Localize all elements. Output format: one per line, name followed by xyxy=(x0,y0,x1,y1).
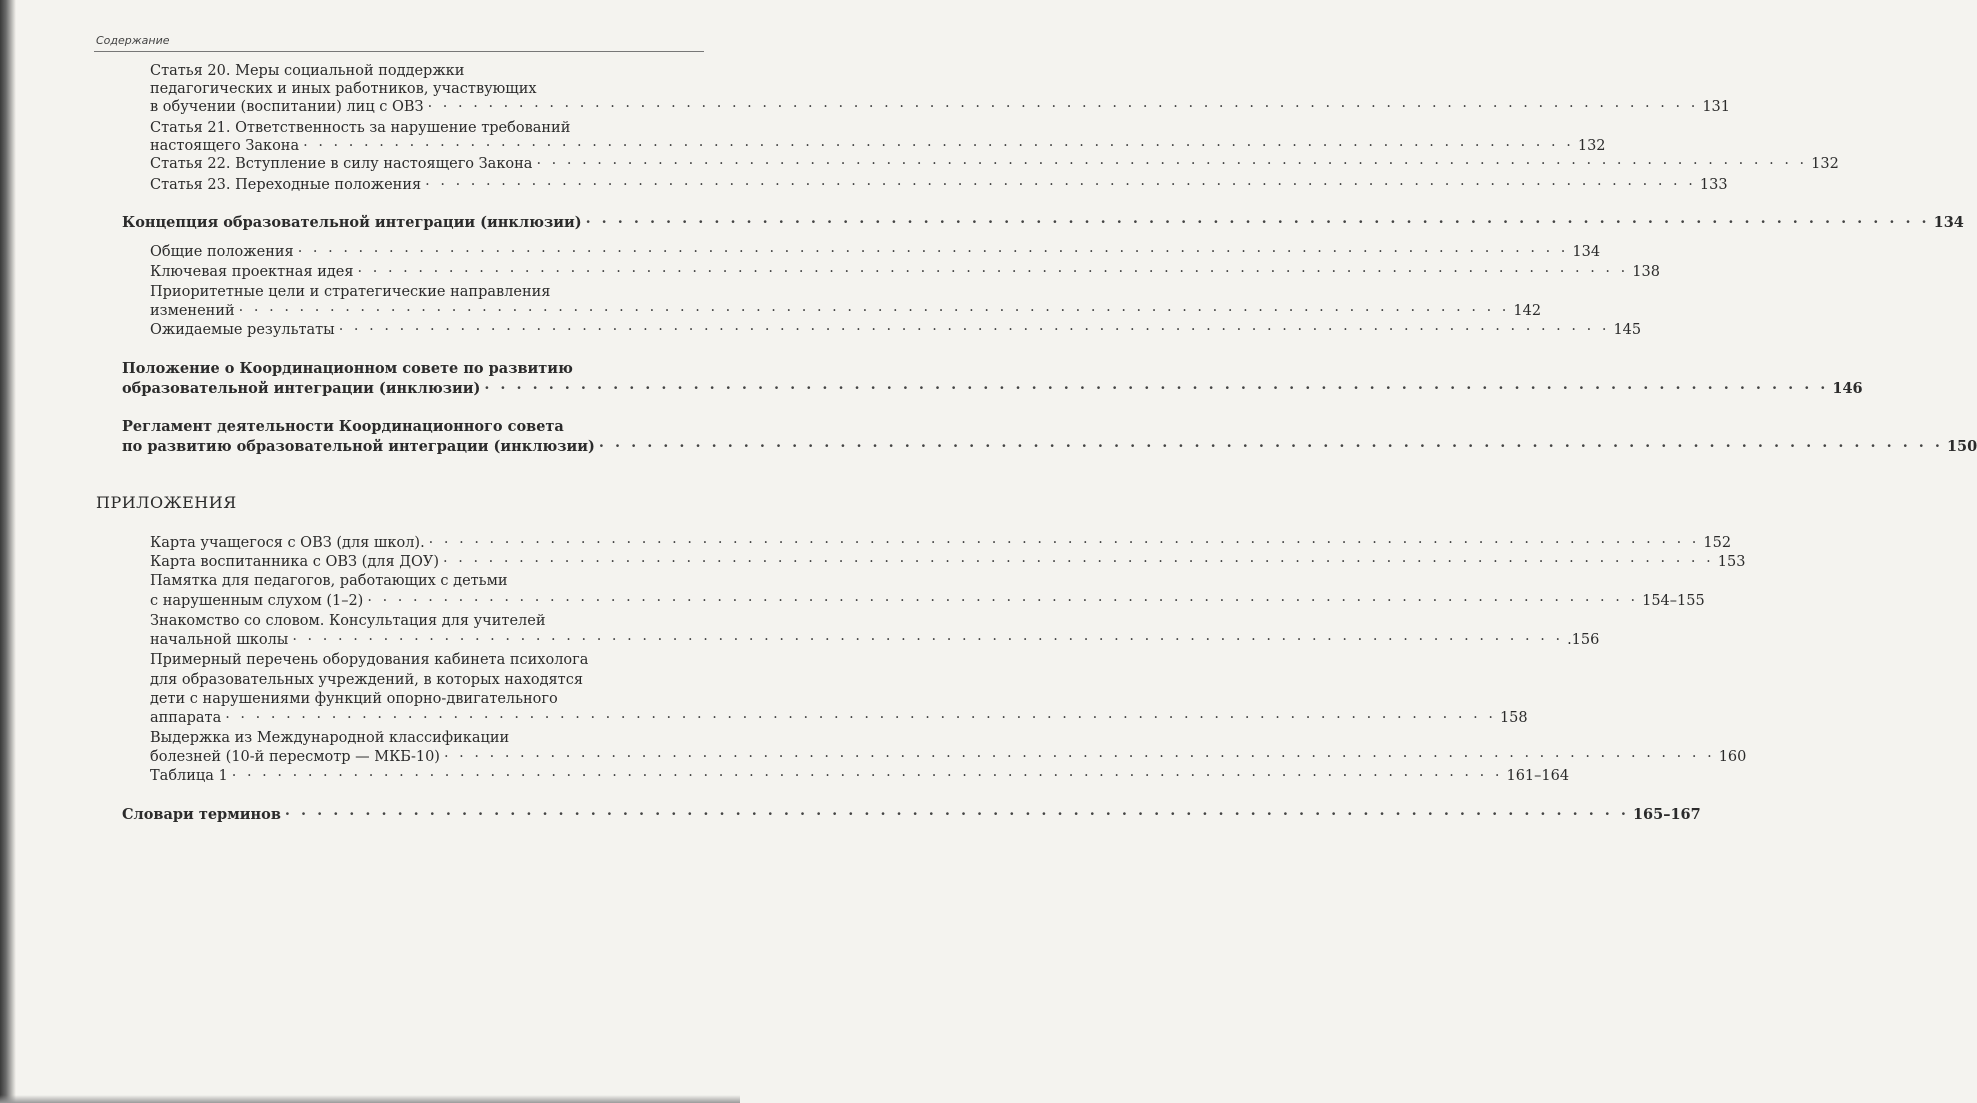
toc-entry-text: Карта учащегося с ОВЗ (для школ). xyxy=(150,535,425,551)
toc-entry-art20-line2: педагогических и иных работников, участвующих xyxy=(150,81,537,97)
leader-dots: · · · · · · · · · · · · · · · · · · · · · · · · · · · · · · · · · · · · · · · · · · · · · · · · · · · · · · · · · · · · · · · · · · · · · · · · · · · · · · · · · · · · xyxy=(428,535,1700,551)
toc-entry-art20-line1: Статья 20. Меры социальной поддержки xyxy=(150,63,465,79)
toc-entry-text: в обучении (воспитании) лиц с ОВЗ xyxy=(150,99,424,115)
toc-entry-word[interactable] xyxy=(150,631,1600,650)
toc-entry-table1[interactable] xyxy=(150,767,1570,786)
toc-entry-text: настоящего Закона xyxy=(150,138,300,154)
page-number: 153 xyxy=(1717,554,1746,570)
page-number: 160 xyxy=(1718,749,1747,765)
leader-dots: · · · · · · · · · · · · · · · · · · · · · · · · · · · · · · · · · · · · · · · · · · · · · · · · · · · · · · · · · · · · · · · · · · · · · · · · · · · · · · · · · · · · xyxy=(484,380,1829,397)
page-number: 165–167 xyxy=(1632,806,1701,823)
leader-dots: · · · · · · · · · · · · · · · · · · · · · · · · · · · · · · · · · · · · · · · · · · · · · · · · · · · · · · · · · · · · · · · · · · · · · · · · · · · · · · · · · · · · xyxy=(338,322,1610,338)
leader-dots: · · · · · · · · · · · · · · · · · · · · · · · · · · · · · · · · · · · · · · · · · · · · · · · · · · · · · · · · · · · · · · · · · · · · · · · · · · · · · · · · · · · · xyxy=(231,768,1503,784)
leader-dots: · · · · · · · · · · · · · · · · · · · · · · · · · · · · · · · · · · · · · · · · · · · · · · · · · · · · · · · · · · · · · · · · · · · · · · · · · · · · · · · · · · · · xyxy=(303,138,1574,154)
leader-dots: · · · · · · · · · · · · · · · · · · · · · · · · · · · · · · · · · · · · · · · · · · · · · · · · · · · · · · · · · · · · · · · · · · · · · · · · · · · · · · · · · · · · xyxy=(443,749,1715,765)
leader-dots: · · · · · · · · · · · · · · · · · · · · · · · · · · · · · · · · · · · · · · · · · · · · · · · · · · · · · · · · · · · · · · · · · · · · · · · · · · · · · · · · · · · · xyxy=(585,214,1930,231)
toc-entry-text: Статья 23. Переходные положения xyxy=(150,177,422,193)
leader-dots: · · · · · · · · · · · · · · · · · · · · · · · · · · · · · · · · · · · · · · · · · · · · · · · · · · · · · · · · · · · · · · · · · · · · · · · · · · · · · · · · · · · · xyxy=(425,177,1696,193)
toc-entry-text: Концепция образовательной интеграции (инклюзии) xyxy=(122,214,582,231)
page-number: 154–155 xyxy=(1642,593,1705,609)
toc-entry-text: Словари терминов xyxy=(122,806,281,823)
leader-dots: · · · · · · · · · · · · · · · · · · · · · · · · · · · · · · · · · · · · · · · · · · · · · · · · · · · · · · · · · · · · · · · · · · · · · · · · · · · · · · · · · · · · xyxy=(443,554,1714,570)
toc-entry-text: Общие положения xyxy=(150,244,294,260)
page-bottom-shadow xyxy=(0,1095,740,1103)
appendix-heading: ПРИЛОЖЕНИЯ xyxy=(96,493,237,512)
toc-entry-priorities-line1: Приоритетные цели и стратегические направления xyxy=(150,284,551,300)
toc-entry-regulation-line1: Положение о Координационном совете по развитию xyxy=(122,360,573,377)
page-number: 138 xyxy=(1632,264,1660,280)
toc-entry-results[interactable] xyxy=(150,321,1642,340)
toc-entry-regulation[interactable] xyxy=(122,379,1863,398)
toc-entry-text: Статья 22. Вступление в силу настоящего Закона xyxy=(150,156,533,172)
toc-entry-text: Ключевая проектная идея xyxy=(150,264,354,280)
leader-dots: · · · · · · · · · · · · · · · · · · · · · · · · · · · · · · · · · · · · · · · · · · · · · · · · · · · · · · · · · · · · · · · · · · · · · · · · · · · · · · · · · · · · xyxy=(536,156,1808,172)
toc-entry-equipment[interactable] xyxy=(150,709,1528,728)
toc-entry-dictionary[interactable] xyxy=(122,805,1701,824)
leader-dots: · · · · · · · · · · · · · · · · · · · · · · · · · · · · · · · · · · · · · · · · · · · · · · · · · · · · · · · · · · · · · · · · · · · · · · · · · · · · · · · · · · · · xyxy=(238,303,1510,319)
toc-entry-art23[interactable] xyxy=(150,176,1728,195)
toc-entry-text: по развитию образовательной интеграции (инклюзии) xyxy=(122,438,595,455)
page-number: 146 xyxy=(1832,380,1863,397)
toc-entry-art20[interactable] xyxy=(150,98,1730,117)
leader-dots: · · · · · · · · · · · · · · · · · · · · · · · · · · · · · · · · · · · · · · · · · · · · · · · · · · · · · · · · · · · · · · · · · · · · · · · · · · · · · · · · · · · · xyxy=(367,593,1639,609)
toc-entry-equipment-line2: для образовательных учреждений, в которых находятся xyxy=(150,672,583,688)
page-number: 131 xyxy=(1702,99,1730,115)
leader-dots: · · · · · · · · · · · · · · · · · · · · · · · · · · · · · · · · · · · · · · · · · · · · · · · · · · · · · · · · · · · · · · · · · · · · · · · · · · · · · · · · · · · · xyxy=(598,438,1943,455)
leader-dots: · · · · · · · · · · · · · · · · · · · · · · · · · · · · · · · · · · · · · · · · · · · · · · · · · · · · · · · · · · · · · · · · · · · · · · · · · · · · · · · · · · · · xyxy=(357,264,1629,280)
toc-entry-text: с нарушенным слухом (1–2) xyxy=(150,593,364,609)
toc-entry-text: образовательной интеграции (инклюзии) xyxy=(122,380,481,397)
toc-entry-equipment-line1: Примерный перечень оборудования кабинета психолога xyxy=(150,652,589,668)
toc-entry-text: начальной школы xyxy=(150,632,289,648)
toc-entry-word-line1: Знакомство со словом. Консультация для учителей xyxy=(150,613,546,629)
page-number: 132 xyxy=(1577,138,1606,154)
toc-entry-concept[interactable] xyxy=(122,213,1964,232)
page-number: 132 xyxy=(1811,156,1839,172)
toc-entry-pupil-card[interactable] xyxy=(150,553,1746,572)
toc-entry-text: изменений xyxy=(150,303,235,319)
toc-entry-priorities[interactable] xyxy=(150,302,1542,321)
toc-entry-text: Таблица 1 xyxy=(150,768,228,784)
leader-dots: · · · · · · · · · · · · · · · · · · · · · · · · · · · · · · · · · · · · · · · · · · · · · · · · · · · · · · · · · · · · · · · · · · · · · · · · · · · · · · · · · · · · xyxy=(297,244,1569,260)
toc-entry-art21-line1: Статья 21. Ответственность за нарушение требований xyxy=(150,120,571,136)
toc-entry-text: Ожидаемые результаты xyxy=(150,322,335,338)
leader-dots: · · · · · · · · · · · · · · · · · · · · · · · · · · · · · · · · · · · · · · · · · · · · · · · · · · · · · · · · · · · · · · · · · · · · · · · · · · · · · · · · · · · · xyxy=(427,99,1699,115)
toc-entry-general[interactable] xyxy=(150,243,1601,262)
toc-entry-text: аппарата xyxy=(150,710,222,726)
toc-entry-text: Карта воспитанника с ОВЗ (для ДОУ) xyxy=(150,554,440,570)
page-number: 150 xyxy=(1946,438,1977,455)
page-number: 134 xyxy=(1933,214,1964,231)
leader-dots: · · · · · · · · · · · · · · · · · · · · · · · · · · · · · · · · · · · · · · · · · · · · · · · · · · · · · · · · · · · · · · · · · · · · · · · · · · · · · · · · · · · · xyxy=(225,710,1496,726)
toc-entry-student-card[interactable] xyxy=(150,534,1732,553)
leader-dots: · · · · · · · · · · · · · · · · · · · · · · · · · · · · · · · · · · · · · · · · · · · · · · · · · · · · · · · · · · · · · · · · · · · · · · · · · · · · · · · · · · · · xyxy=(284,806,1629,823)
toc-entry-reglament-line1: Регламент деятельности Координационного совета xyxy=(122,418,564,435)
toc-entry-equipment-line3: дети с нарушениями функций опорно-двигательного xyxy=(150,691,558,707)
toc-entry-key-idea[interactable] xyxy=(150,263,1660,282)
header-rule xyxy=(94,51,704,52)
page-number: 158 xyxy=(1499,710,1528,726)
toc-entry-art22[interactable] xyxy=(150,155,1839,174)
toc-entry-memo-line1: Памятка для педагогов, работающих с детьми xyxy=(150,573,508,589)
running-head: Содержание xyxy=(96,34,170,47)
toc-entry-icd[interactable] xyxy=(150,748,1747,767)
page-number: .156 xyxy=(1567,632,1600,648)
page-number: 133 xyxy=(1699,177,1728,193)
page-number: 152 xyxy=(1703,535,1732,551)
page-number: 161–164 xyxy=(1506,768,1570,784)
page-number: 142 xyxy=(1513,303,1542,319)
toc-entry-reglament[interactable] xyxy=(122,437,1977,456)
page-number: 134 xyxy=(1572,244,1601,260)
leader-dots: · · · · · · · · · · · · · · · · · · · · · · · · · · · · · · · · · · · · · · · · · · · · · · · · · · · · · · · · · · · · · · · · · · · · · · · · · · · · · · · · · · · · xyxy=(292,632,1564,648)
page-number: 145 xyxy=(1613,322,1642,338)
toc-entry-text: болезней (10-й пересмотр — МКБ-10) xyxy=(150,749,440,765)
page-binding-shadow xyxy=(0,0,16,1103)
toc-entry-memo[interactable] xyxy=(150,592,1705,611)
toc-entry-art21[interactable] xyxy=(150,137,1606,156)
toc-entry-icd-line1: Выдержка из Международной классификации xyxy=(150,730,510,746)
